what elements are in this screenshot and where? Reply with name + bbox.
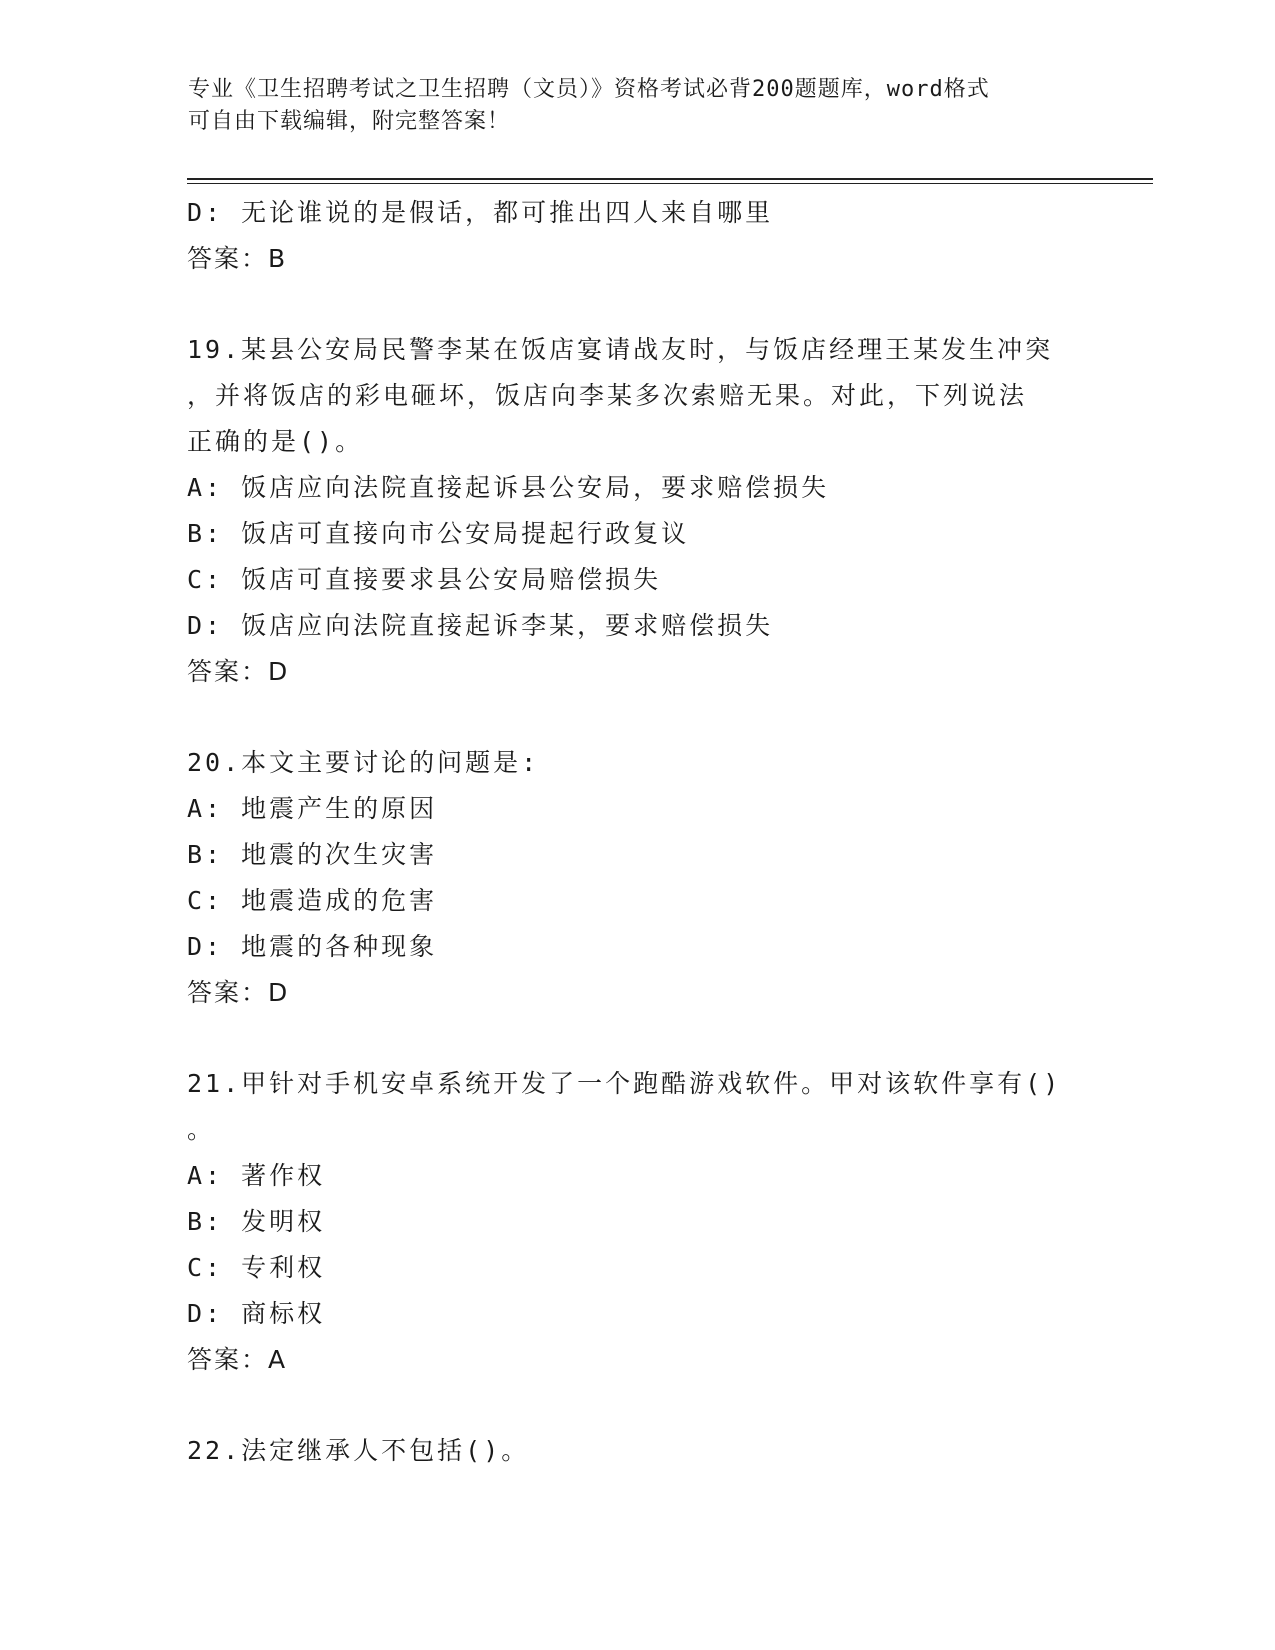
question-stem-line: ，并将饭店的彩电砸坏，饭店向李某多次索赔无果。对此，下列说法: [187, 381, 1028, 410]
header-line-1: 专业《卫生招聘考试之卫生招聘（文员）》资格考试必背200题题库，word格式: [188, 77, 990, 102]
answer-line: 答案：A: [187, 1345, 288, 1374]
option-d: D: 饭店应向法院直接起诉李某，要求赔偿损失: [187, 611, 774, 640]
option-c: C: 地震造成的危害: [187, 886, 438, 915]
header-line-2: 可自由下载编辑，附完整答案！: [188, 109, 511, 134]
option-a: A: 饭店应向法院直接起诉县公安局，要求赔偿损失: [187, 473, 830, 502]
answer-line: 答案：D: [187, 978, 290, 1007]
spacer: [187, 282, 1087, 327]
option-a: A: 地震产生的原因: [187, 794, 438, 823]
previous-question-tail: [187, 190, 1087, 282]
question-19: [187, 327, 1087, 695]
question-stem-line: 19.某县公安局民警李某在饭店宴请战友时，与饭店经理王某发生冲突: [187, 335, 1054, 364]
document-header: [188, 74, 1088, 138]
document-body: [187, 190, 1087, 1474]
option-b: B: 发明权: [187, 1207, 326, 1236]
question-22: [187, 1428, 1087, 1474]
option-b: B: 饭店可直接向市公安局提起行政复议: [187, 519, 690, 548]
question-stem-line: 正确的是()。: [187, 427, 364, 456]
option-d: D: 无论谁说的是假话，都可推出四人来自哪里: [187, 198, 774, 227]
option-c: C: 专利权: [187, 1253, 326, 1282]
answer-line: 答案：B: [187, 244, 288, 273]
question-21: [187, 1061, 1087, 1383]
question-stem-line: 。: [187, 1115, 216, 1144]
answer-line: 答案：D: [187, 657, 290, 686]
option-b: B: 地震的次生灾害: [187, 840, 438, 869]
option-a: A: 著作权: [187, 1161, 326, 1190]
question-stem-line: 21.甲针对手机安卓系统开发了一个跑酷游戏软件。甲对该软件享有(): [187, 1069, 1062, 1098]
spacer: [187, 695, 1087, 740]
header-rule-thin: [187, 183, 1153, 184]
question-20: [187, 740, 1087, 1016]
option-d: D: 地震的各种现象: [187, 932, 438, 961]
question-stem-line: 22.法定继承人不包括()。: [187, 1436, 530, 1465]
question-stem-line: 20.本文主要讨论的问题是:: [187, 748, 540, 777]
option-c: C: 饭店可直接要求县公安局赔偿损失: [187, 565, 662, 594]
option-d: D: 商标权: [187, 1299, 326, 1328]
header-rule-thick: [187, 178, 1153, 180]
spacer: [187, 1016, 1087, 1061]
spacer: [187, 1383, 1087, 1428]
